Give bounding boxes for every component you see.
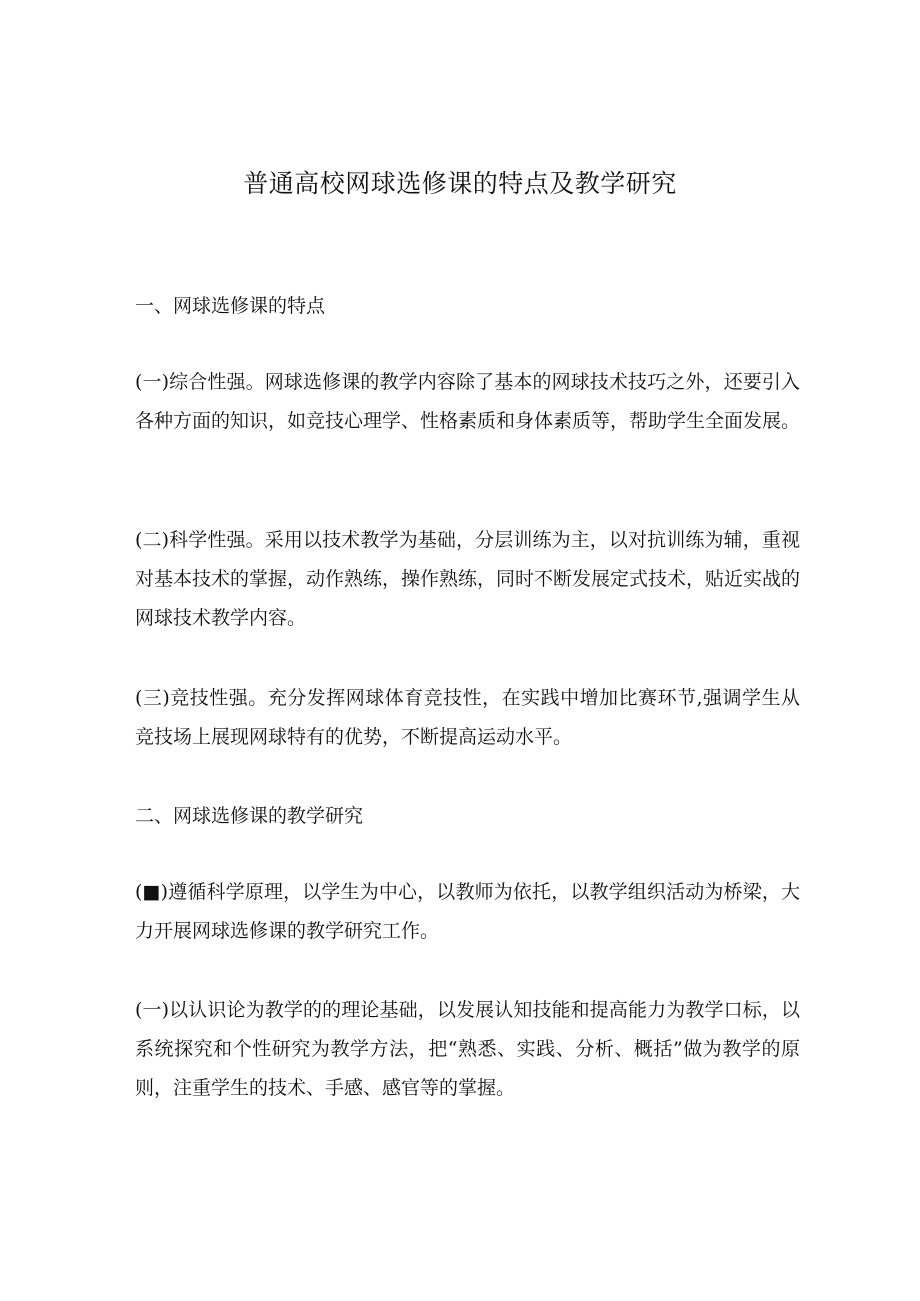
document-title: 普通高校网球选修课的特点及教学研究 — [243, 169, 677, 198]
paragraph-scientific-principles: (■)遵循科学原理，以学生为中心，以教师为依托，以教学组织活动为桥梁，大力开展网球选修课的教学研究工作。 — [135, 881, 800, 942]
paragraph-comprehensive: (一)综合性强。网球选修课的教学内容除了基本的网球技术技巧之外，还要引入各种方面的知识，如竞技心理学、性格素质和身体素质等，帮助学生全面发展。 — [135, 371, 801, 432]
section-heading-characteristics: 一、网球选修课的特点 — [135, 295, 326, 317]
paragraph-scientific: (二)科学性强。采用以技术教学为基础，分层训练为主，以对抗训练为辅，重视对基本技术的掌握，动作熟练，操作熟练，同时不断发展定式技术，贴近实战的网球技术教学内容。 — [135, 529, 801, 629]
paragraph-competitive: (三)竞技性强。充分发挥网球体育竞技性，在实践中增加比赛环节,强调学生从竞技场上展现网球特有的优势，不断提高运动水平。 — [135, 687, 800, 748]
section-heading-teaching-research: 二、网球选修课的教学研究 — [135, 805, 364, 827]
paragraph-epistemology: (一)以认识论为教学的的理论基础，以发展认知技能和提高能力为教学口标，以系统探究和个性研究为教学方法，把“熟悉、实践、分析、概括”做为教学的原则，注重学生的技术、手感、感官等的掌握。 — [135, 999, 800, 1099]
